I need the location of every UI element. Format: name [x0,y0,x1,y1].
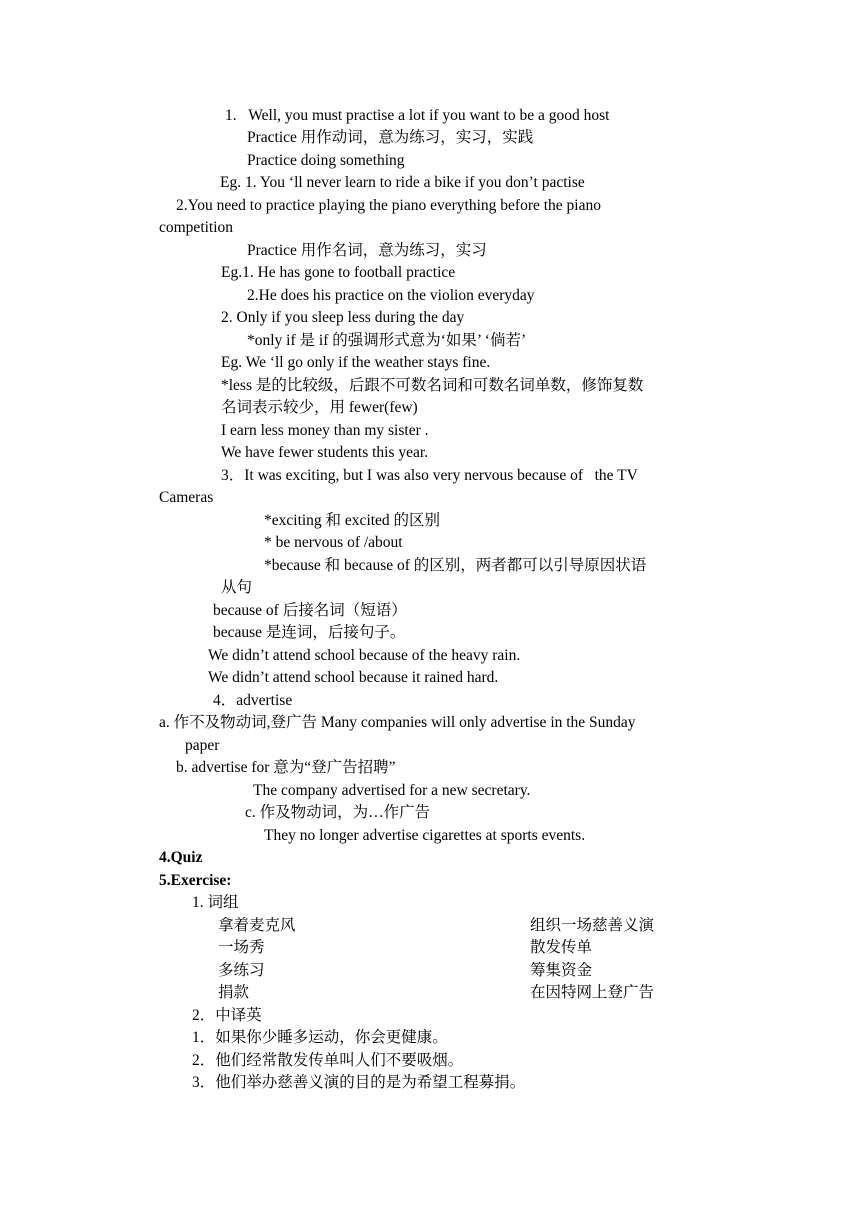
text-line: a. 作不及物动词,登广告 Many companies will only advertise in the Sunday [159,714,636,731]
text-line: *only if 是 if 的强调形式意为‘如果’ ‘倘若’ [247,332,527,349]
text-line: 4．advertise [213,692,293,709]
text-line: 1. Well, you must practise a lot if you want to be a good host [225,107,610,124]
text-line: 名词表示较少，用 fewer(few) [221,399,418,416]
text-line: 从句 [221,579,253,596]
text-line: 一场秀 [218,939,265,956]
text-line: Practice doing something [247,152,405,169]
text-line: 1．如果你少睡多运动，你会更健康。 [192,1029,448,1046]
text-line: 2.He does his practice on the violion everyday [247,287,535,304]
text-line: 组织一场慈善义演 [530,917,655,934]
text-line: 2.You need to practice playing the piano everything before the piano [176,197,601,214]
text-line: because of 后接名词（短语） [213,602,407,619]
text-line: Cameras [159,489,214,506]
text-line: We didn’t attend school because it rained hard. [208,669,499,686]
text-line: 3．It was exciting, but I was also very nervous because of the TV [221,467,638,484]
text-line: Practice 用作名词，意为练习，实习 [247,242,487,259]
text-line: 在因特网上登广告 [530,984,655,1001]
text-line: We didn’t attend school because of the heavy rain. [208,647,521,664]
text-line: * be nervous of /about [264,534,403,551]
text-line: Practice 用作动词，意为练习，实习，实践 [247,129,534,146]
text-line: Eg.1. He has gone to football practice [221,264,456,281]
text-line: They no longer advertise cigarettes at sports events. [264,827,586,844]
text-line: *exciting 和 excited 的区别 [264,512,441,529]
text-line: I earn less money than my sister . [221,422,429,439]
section-heading-exercise: 5.Exercise: [159,872,232,889]
text-line: paper [185,737,220,754]
text-line: *because 和 because of 的区别，两者都可以引导原因状语 [264,557,647,574]
text-line: 拿着麦克风 [218,917,296,934]
text-line: 2. Only if you sleep less during the day [221,309,465,326]
text-line: *less 是的比较级，后跟不可数名词和可数名词单数，修饰复数 [221,377,644,394]
section-heading-quiz: 4.Quiz [159,849,203,866]
text-line: competition [159,219,234,236]
text-line: We have fewer students this year. [221,444,429,461]
text-line: 筹集资金 [530,962,593,979]
text-line: 多练习 [218,962,265,979]
text-line: 散发传单 [530,939,593,956]
text-line: 3．他们举办慈善义演的目的是为希望工程募捐。 [192,1074,526,1091]
text-line: 2．他们经常散发传单叫人们不要吸烟。 [192,1052,464,1069]
text-line: because 是连词，后接句子。 [213,624,406,641]
text-line: 1. 词组 [192,894,239,911]
text-line: c. 作及物动词，为…作广告 [245,804,431,821]
text-line: Eg. We ‘ll go only if the weather stays fine. [221,354,491,371]
text-line: 捐款 [218,984,250,1001]
text-line: Eg. 1. You ‘ll never learn to ride a bike if you don’t pactise [220,174,585,191]
text-line: b. advertise for 意为“登广告招聘” [176,759,396,776]
text-line: 2．中译英 [192,1007,262,1024]
text-line: The company advertised for a new secretary. [253,782,531,799]
